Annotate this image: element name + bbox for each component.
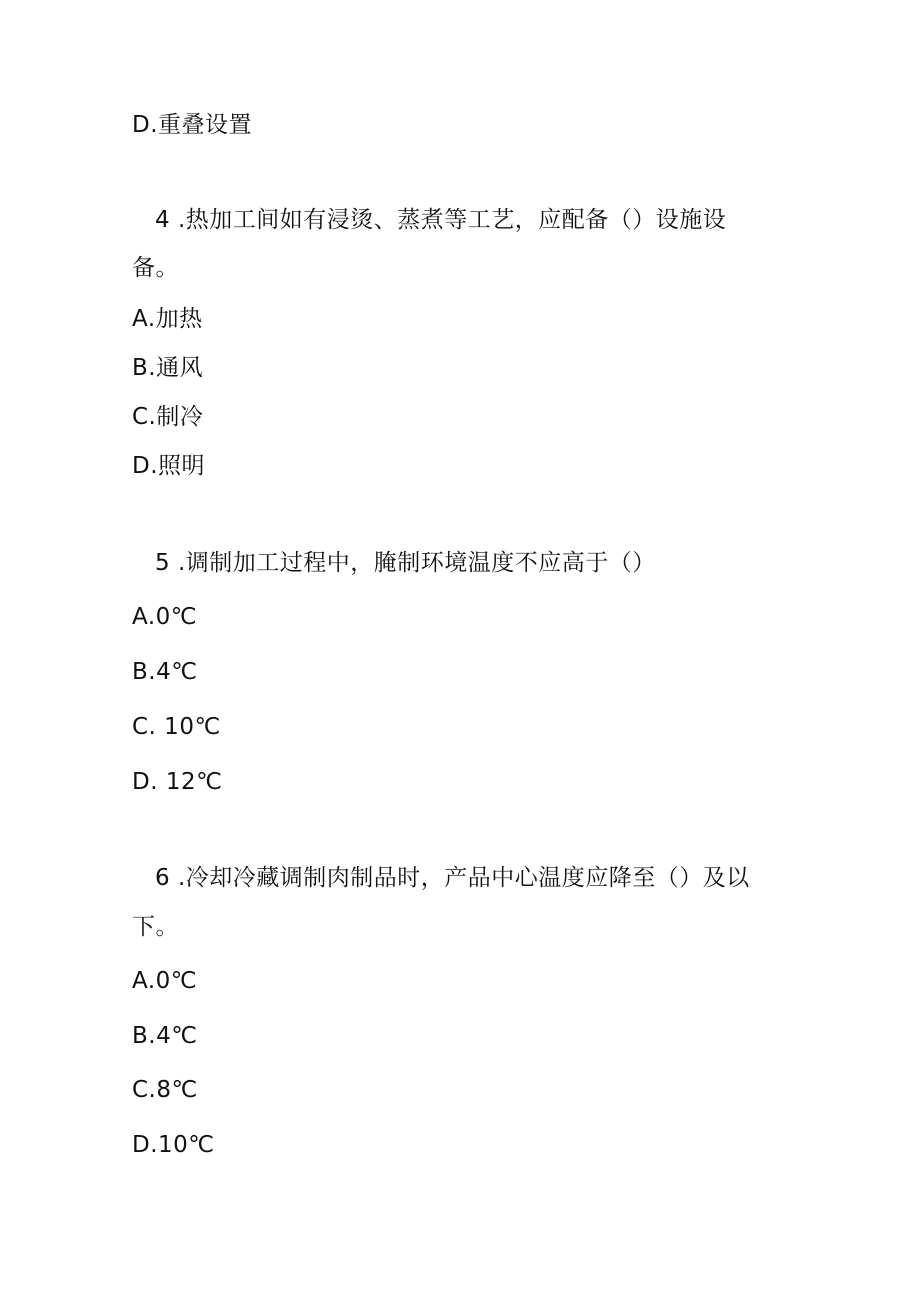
question-5-line-1 bbox=[155, 548, 656, 578]
question-5-text: .调制加工过程中，腌制环境温度不应高于（） bbox=[170, 550, 656, 576]
prev-question-option-d: D.重叠设置 bbox=[132, 112, 253, 138]
question-6-option-c: C.8℃ bbox=[132, 1077, 198, 1103]
question-4-option-a: A.加热 bbox=[132, 306, 203, 332]
question-6-line-1 bbox=[155, 863, 750, 893]
question-4-option-c: C.制冷 bbox=[132, 404, 204, 430]
question-4-text: .热加工间如有浸烫、蒸煮等工艺，应配备（）设施设 bbox=[170, 207, 727, 233]
question-5-option-a: A.0℃ bbox=[132, 604, 198, 630]
question-5-number: 5 bbox=[155, 550, 171, 576]
question-5-option-c: C. 10℃ bbox=[132, 714, 221, 740]
question-5-option-b: B.4℃ bbox=[132, 659, 198, 685]
question-5-option-d: D. 12℃ bbox=[132, 769, 223, 795]
question-4-line-2: 备。 bbox=[132, 255, 179, 281]
question-6-option-d: D.10℃ bbox=[132, 1132, 215, 1158]
question-4-number: 4 bbox=[155, 207, 171, 233]
question-4-option-b: B.通风 bbox=[132, 355, 204, 381]
question-6-line-2: 下。 bbox=[132, 914, 179, 940]
question-6-option-a: A.0℃ bbox=[132, 968, 198, 994]
question-4-line-1 bbox=[155, 205, 726, 235]
question-6-text: .冷却冷藏调制肉制品时，产品中心温度应降至（）及以 bbox=[170, 865, 750, 891]
question-6-number: 6 bbox=[155, 865, 171, 891]
question-4-option-d: D.照明 bbox=[132, 453, 206, 479]
question-6-option-b: B.4℃ bbox=[132, 1023, 198, 1049]
